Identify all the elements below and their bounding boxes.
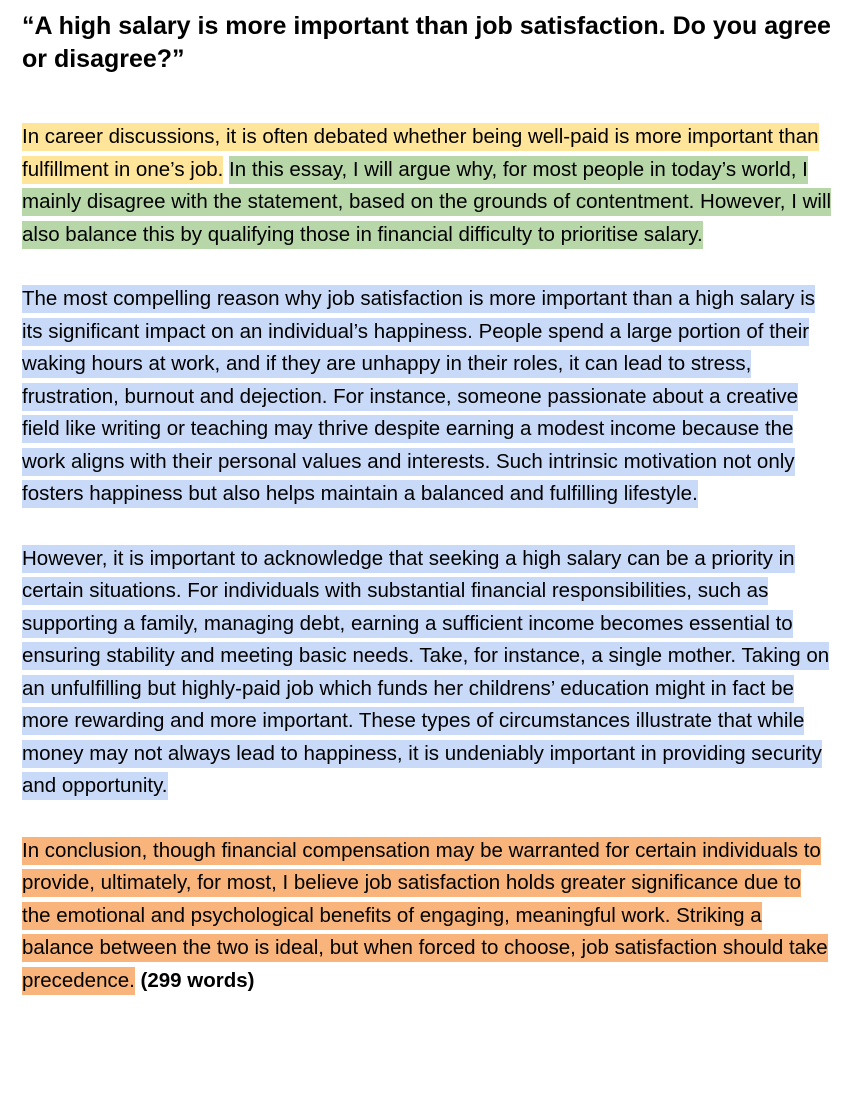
body-2-highlight: However, it is important to acknowledge that seeking a high salary can be a priority in certain situations. For individuals with substantial financial responsibilities, such as supporting a family, managing debt, earning a sufficient income becomes essential to ensuring stability and meeting basic needs. Take, for instance, a single mother. Taking on an unfulfilling but highly-paid job which funds her childrens’ education might in fact be more rewarding and more important. These types of circumstances illustrate that while money may not always lead to happiness, it is undeniably important in providing security and opportunity.	[22, 545, 829, 801]
essay-title: “A high salary is more important than job satisfaction. Do you agree or disagree?”	[22, 12, 831, 73]
word-count: (299 words)	[140, 968, 255, 992]
intro-thesis-highlight: In this essay, I will argue why, for most people in today’s world, I mainly disagree with the statement, based on the grounds of contentment. However, I will also balance this by qualifying those in financial difficulty to prioritise salary.	[22, 156, 831, 249]
conclusion-paragraph	[22, 835, 834, 998]
conclusion-highlight: In conclusion, though financial compensation may be warranted for certain individuals to provide, ultimately, for most, I believe job satisfaction holds greater significance due to the emotional and psychological benefits of engaging, meaningful work. Striking a balance between the two is ideal, but when forced to choose, job satisfaction should take precedence.	[22, 837, 828, 995]
intro-hook-highlight: In career discussions, it is often debated whether being well-paid is more important than fulfillment in one’s job.	[22, 123, 819, 184]
intro-paragraph	[22, 121, 834, 251]
body-paragraph-1	[22, 283, 834, 511]
essay-document	[22, 10, 834, 997]
body-paragraph-2	[22, 543, 834, 803]
body-1-highlight: The most compelling reason why job satisfaction is more important than a high salary is its significant impact on an individual’s happiness. People spend a large portion of their waking hours at work, and if they are unhappy in their roles, it can lead to stress, frustration, burnout and dejection. For instance, someone passionate about a creative field like writing or teaching may thrive despite earning a modest income because the work aligns with their personal values and interests. Such intrinsic motivation not only fosters happiness but also helps maintain a balanced and fulfilling lifestyle.	[22, 285, 815, 508]
